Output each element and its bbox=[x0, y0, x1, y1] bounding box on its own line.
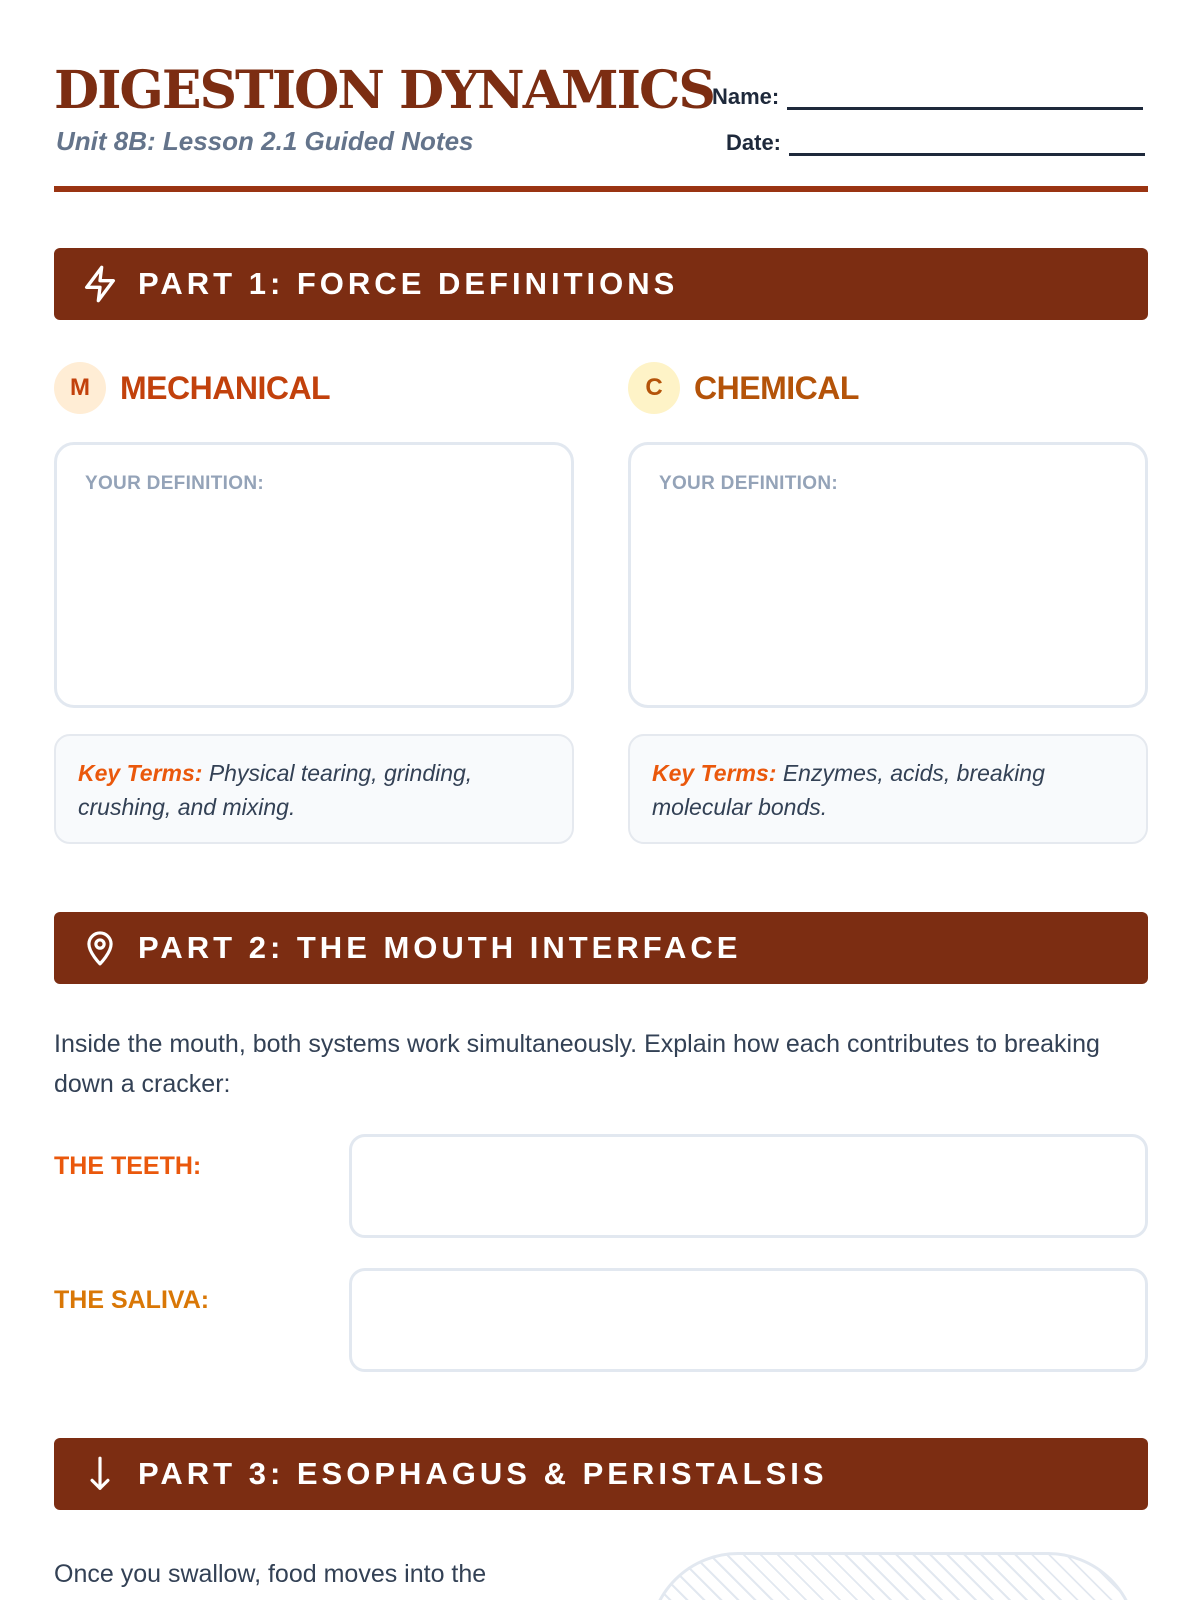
part1-title: PART 1: FORCE DEFINITIONS bbox=[138, 266, 679, 301]
mechanical-heading bbox=[54, 360, 574, 416]
chemical-badge: C bbox=[628, 362, 680, 414]
saliva-answer-box[interactable] bbox=[349, 1268, 1148, 1372]
lightning-bolt-icon bbox=[76, 260, 124, 308]
saliva-label: THE SALIVA: bbox=[54, 1286, 210, 1314]
worksheet-header bbox=[54, 54, 1148, 194]
arrow-down-icon bbox=[76, 1450, 124, 1498]
date-label: Date: bbox=[726, 130, 782, 155]
header-divider bbox=[54, 186, 1148, 192]
worksheet-subtitle: Unit 8B: Lesson 2.1 Guided Notes bbox=[56, 126, 474, 156]
date-field[interactable] bbox=[726, 130, 1145, 156]
mechanical-key-terms-label: Key Terms: bbox=[78, 760, 203, 786]
teeth-label: THE TEETH: bbox=[54, 1152, 202, 1180]
mechanical-key-terms bbox=[54, 734, 574, 844]
date-blank-line[interactable] bbox=[789, 134, 1145, 156]
mechanical-definition-box[interactable] bbox=[54, 442, 574, 708]
chemical-key-terms-text: Enzymes, acids, breaking molecular bonds. bbox=[652, 760, 1045, 820]
chemical-key-terms bbox=[628, 734, 1148, 844]
part3-banner bbox=[54, 1438, 1148, 1510]
worksheet-page bbox=[54, 0, 1148, 1600]
teeth-answer-box[interactable] bbox=[349, 1134, 1148, 1238]
mechanical-definition-label: YOUR DEFINITION: bbox=[85, 473, 264, 494]
part1-banner bbox=[54, 248, 1148, 320]
chemical-column bbox=[628, 360, 1148, 820]
chemical-key-terms-label: Key Terms: bbox=[652, 760, 777, 786]
mechanical-badge: M bbox=[54, 362, 106, 414]
chemical-definition-box[interactable] bbox=[628, 442, 1148, 708]
part2-intro: Inside the mouth, both systems work simultaneously. Explain how each contributes to breaking down a cracker: bbox=[54, 1030, 1100, 1098]
esophagus-diagram-placeholder bbox=[648, 1552, 1138, 1600]
name-blank-line[interactable] bbox=[787, 88, 1143, 110]
map-pin-icon bbox=[76, 924, 124, 972]
name-field[interactable] bbox=[712, 84, 1143, 110]
part2-title: PART 2: THE MOUTH INTERFACE bbox=[138, 930, 742, 965]
mechanical-key-terms-text: Physical tearing, grinding, crushing, and mixing. bbox=[78, 760, 473, 820]
chemical-title: CHEMICAL bbox=[694, 369, 859, 406]
chemical-definition-label: YOUR DEFINITION: bbox=[659, 473, 838, 494]
mechanical-title: MECHANICAL bbox=[120, 369, 331, 406]
worksheet-title: DIGESTION DYNAMICS bbox=[54, 60, 714, 121]
chemical-heading bbox=[628, 360, 1148, 416]
name-label: Name: bbox=[712, 84, 780, 109]
mechanical-column bbox=[54, 360, 574, 820]
part2-banner bbox=[54, 912, 1148, 984]
part3-title: PART 3: ESOPHAGUS & PERISTALSIS bbox=[138, 1456, 828, 1491]
part3-paragraph: Once you swallow, food moves into the bbox=[54, 1560, 487, 1588]
